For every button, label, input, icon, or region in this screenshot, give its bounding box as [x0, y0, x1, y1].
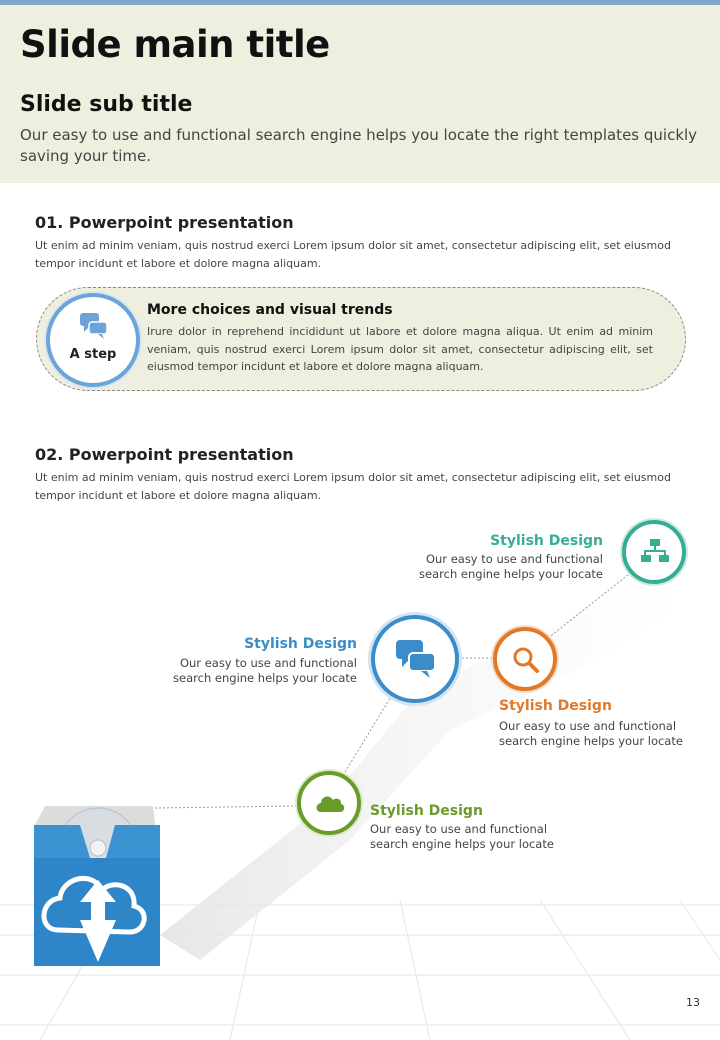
node2-title: Stylish Design [244, 636, 357, 652]
page-number: 13 [686, 996, 700, 1009]
page-title: Slide main title [20, 23, 330, 66]
node-search [493, 627, 557, 691]
node4-title: Stylish Design [370, 803, 483, 819]
cloud-box-illustration [34, 806, 160, 966]
step-label: A step [69, 347, 117, 362]
magnifier-icon [512, 646, 540, 674]
section1-title: 01. Powerpoint presentation [35, 213, 294, 232]
node-cloud [297, 771, 361, 835]
callout-description: Irure dolor in reprehend incididunt ut labore et dolore magna aliqua. Ut enim ad minim veniam, quis nostrud exerci Lorem ipsum dolor sit amet, consectetur adipiscing elit, set eiusmod tempor incidunt et labore et dolore magna aliquam. [147, 325, 653, 373]
page-subtitle: Slide sub title [20, 92, 193, 117]
node-chat [371, 615, 459, 703]
node3-description: Our easy to use and functional search engine helps your locate [499, 719, 683, 748]
node-sitemap [622, 520, 686, 584]
cloud-icon [314, 792, 346, 814]
section1-description: Ut enim ad minim veniam, quis nostrud exerci Lorem ipsum dolor sit amet, consectetur adipiscing elit, set eiusmod tempor incidunt et labore et dolore magna aliquam. [35, 239, 671, 270]
header-description: Our easy to use and functional search engine helps you locate the right templates quickly saving your time. [20, 126, 698, 165]
chat-bubbles-icon [395, 639, 437, 679]
node1-title: Stylish Design [490, 533, 603, 549]
section2-title: 02. Powerpoint presentation [35, 445, 294, 464]
callout-title: More choices and visual trends [147, 302, 393, 318]
node3-title: Stylish Design [499, 698, 612, 714]
node1-description: Our easy to use and functional search engine helps your locate [419, 552, 603, 581]
node4-description: Our easy to use and functional search engine helps your locate [370, 822, 554, 851]
section2-description: Ut enim ad minim veniam, quis nostrud exerci Lorem ipsum dolor sit amet, consectetur adipiscing elit, set eiusmod tempor incidunt et labore et dolore magna aliquam. [35, 471, 671, 502]
sitemap-icon [640, 537, 670, 567]
node2-description: Our easy to use and functional search engine helps your locate [173, 656, 357, 685]
